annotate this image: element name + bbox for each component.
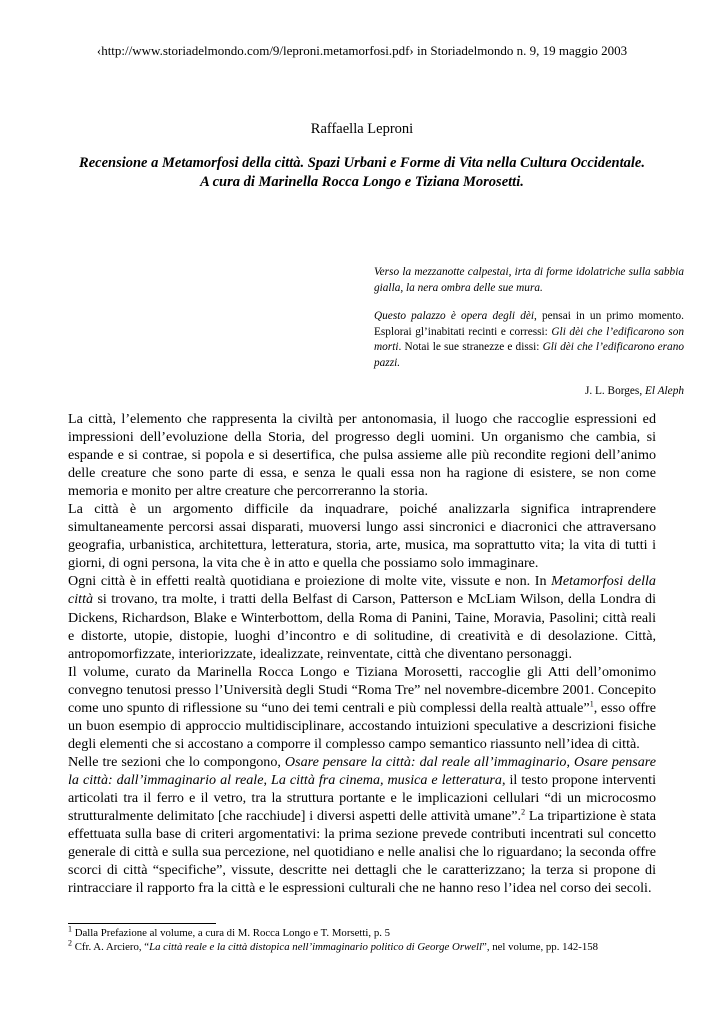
- body-text-run: , esso offre un buon esempio di approccio multidisciplinare, accostando intuizioni speculative a descrizioni fisiche degli elementi che si accostano a comporre il complesso campo semantico riassunto nell’idea di città.: [68, 699, 656, 752]
- epigraph-attribution: [374, 384, 684, 400]
- body-text-run: , il testo propone interventi articolati tra il ferro e il vetro, tra la struttura portante e le implicazioni cellulari “di un microcosmo strutturalmente delimitato [che racchiude] i diversi aspetti delle attività umane”.: [68, 771, 657, 825]
- body-text-run: Il volume, curato da Marinella Rocca Longo e Tiziana Morosetti, raccoglie gli Atti dell’omonimo convegno tenutosi presso l’Università degli Studi “Roma Tre” nel novembre-dicembre 2001. Concepito come uno spunto di riflessione su “uno dei temi centrali e più complessi della realtà attuale”: [68, 663, 656, 716]
- footnote-text: Dalla Prefazione al volume, a cura di M. Rocca Longo e T. Morsetti, p. 5: [72, 927, 391, 939]
- review-title: [40, 154, 684, 192]
- cited-work-title: La città reale e la città distopica nell’immaginario politico di George Orwell: [149, 941, 483, 953]
- section-title-2: Osare pensare la città: dall’immaginario al reale: [68, 753, 656, 788]
- attribution-author: J. L. Borges,: [584, 385, 645, 397]
- body-text-run: ,: [263, 771, 271, 788]
- body-text-run: ,: [566, 753, 574, 770]
- epigraph-paragraph-2: [374, 309, 684, 371]
- source-header: ‹http://www.storiadelmondo.com/9/leproni.metamorfosi.pdf› in Storiadelmondo n. 9, 19 maggio 2003: [96, 43, 628, 58]
- footnote-2: [68, 940, 668, 954]
- body-paragraph-1: La città, l’elemento che rappresenta la civiltà per antonomasia, il luogo che raccoglie espressioni ed impressioni dell’evoluzione della Storia, del progresso degli uomini. Un organismo che cambia, si espande e si contrae, si popola e si desertifica, che pulsa assieme alle più recondite regioni dell’animo delle creature che sono parte di essa, e senza le quali essa non ha ragione di esistere, se non come memoria e monito per altre creature che percorreranno la storia.: [68, 411, 656, 500]
- footnotes: [68, 926, 668, 954]
- epigraph: [374, 265, 684, 413]
- section-title-3: La città fra cinema, musica e letteratura: [270, 771, 502, 788]
- epigraph-quote: Questo palazzo è opera degli dèi: [374, 310, 535, 322]
- body-paragraph-5: [68, 753, 656, 897]
- section-title-1: Osare pensare la città: dal reale all’immaginario: [284, 753, 567, 770]
- footnote-text: ”, nel volume, pp. 142-158: [482, 941, 599, 953]
- body-text-run: Nelle tre sezioni che lo compongono,: [68, 753, 285, 770]
- footnote-mark-1: 1: [68, 924, 72, 934]
- footnote-ref-2[interactable]: 2: [521, 807, 526, 817]
- body-text-run: La tripartizione è stata effettuata sulla base di criteri argomentativi: la prima sezione prevede contributi incentrati sul concetto generale di città e sulla sua percezione, nel quotidiano e nelle analisi che lo riguardano; la seconda offre scorci di città “specifiche”, vissute, descritte nei dettagli che le caratterizzano; la terza si propone di rintracciare il rapporto fra la città e le espressioni culturali che ne hanno reso l’idea nel corso dei secoli.: [68, 808, 656, 897]
- footnote-ref-1[interactable]: 1: [589, 699, 594, 709]
- epigraph-text: , pensai in un primo momento. Esplorai gl’inabitati recinti e corressi:: [374, 310, 684, 338]
- epigraph-paragraph-1: Verso la mezzanotte calpestai, irta di forme idolatriche sulla sabbia gialla, la nera ombra delle sue mura.: [374, 266, 684, 294]
- title-line-1: Recensione a Metamorfosi della città. Spazi Urbani e Forme di Vita nella Cultura Occidentale.: [79, 155, 645, 171]
- body-paragraph-3: [68, 572, 656, 662]
- footnote-1: [68, 926, 668, 940]
- footnote-separator: [68, 923, 216, 924]
- footnote-mark-2: 2: [68, 938, 72, 948]
- body-text-run: si trovano, tra molte, i tratti della Belfast di Carson, Patterson e McLiam Wilson, della Londra di Dickens, Richardson, Blake e Winterbottom, della Roma di Panini, Taine, Moravia, Pasolini; città reali e distorte, utopie, distopie, luoghi d’incontro e di solitudine, di creatività e di desolazione. Città, antropomorfizzate, interiorizzate, idealizzate, reinventate, città che diventano personaggi.: [68, 591, 656, 662]
- body-text: [68, 410, 656, 897]
- epigraph-quote: Gli dèi che l’edificarono son morti: [374, 325, 684, 353]
- author-name: Raffaella Leproni: [310, 121, 414, 137]
- body-paragraph-4: [68, 663, 656, 753]
- book-title: Metamorfosi della città: [68, 573, 656, 608]
- epigraph-text: . Notai le sue stranezze e dissi:: [398, 341, 543, 353]
- title-line-2: A cura di Marinella Rocca Longo e Tiziana Morosetti.: [200, 174, 524, 190]
- attribution-work: El Aleph: [644, 385, 684, 397]
- body-text-run: Ogni città è in effetti realtà quotidiana e proiezione di molte vite, vissute e non. In: [68, 573, 552, 590]
- footnote-text: Cfr. A. Arciero, “: [72, 941, 150, 953]
- epigraph-quote: Gli dèi che l’edificarono erano pazzi.: [374, 341, 684, 369]
- body-paragraph-2: La città è un argomento difficile da inquadrare, poiché analizzarla significa intraprendere simultaneamente percorsi assai disparati, muoversi lungo assi sincronici e diacronici che attraversano geografia, urbanistica, architettura, letteratura, storia, arte, musica, ma soprattutto vita; la vita di tutti i giorni, di ogni persona, la vita che è in atto e quella che possiamo solo immaginare.: [68, 501, 656, 572]
